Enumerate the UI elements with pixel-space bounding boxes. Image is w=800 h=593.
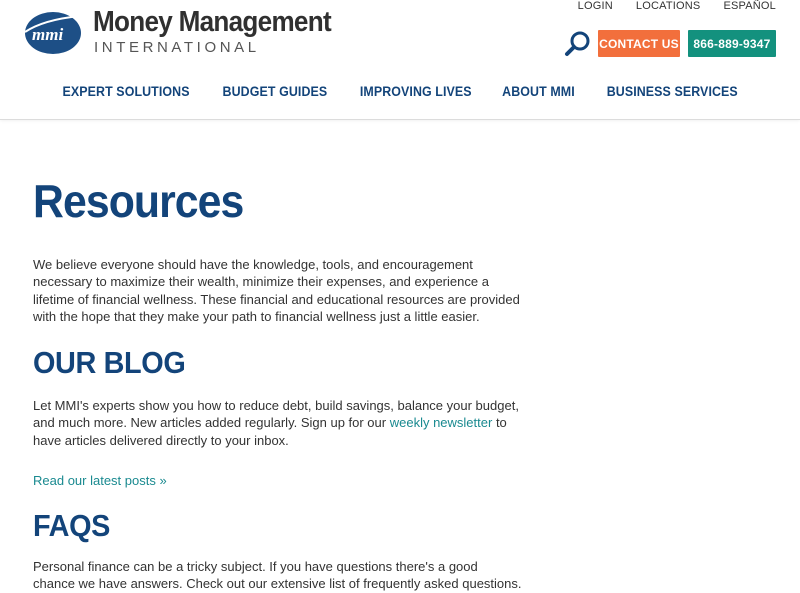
nav-expert-solutions[interactable]: EXPERT SOLUTIONS: [62, 84, 190, 99]
intro-paragraph: We believe everyone should have the knowledge, tools, and encouragement necessary to maximize their wealth, minimize their expenses, and experience a lifetime of financial wellness. These financial and educational resources are provided with the hope that they make your path to financial wellness just a little easier.: [33, 257, 520, 324]
logo-mark-text: mmi: [32, 25, 64, 44]
search-button[interactable]: [562, 30, 592, 58]
login-link[interactable]: LOGIN: [577, 0, 613, 12]
read-latest-posts-link[interactable]: Read our latest posts »: [33, 473, 167, 489]
utility-nav: [555, 0, 776, 12]
locations-link[interactable]: LOCATIONS: [635, 0, 701, 12]
mmi-logo-icon: [22, 10, 82, 55]
blog-text-after: to have articles delivered directly to your inbox.: [33, 415, 507, 448]
weekly-newsletter-link[interactable]: weekly newsletter: [389, 415, 493, 431]
nav-budget-guides[interactable]: BUDGET GUIDES: [222, 84, 327, 99]
nav-about-mmi[interactable]: ABOUT MMI: [502, 84, 575, 99]
blog-heading: OUR BLOG: [33, 345, 186, 381]
faqs-heading: FAQS: [33, 508, 111, 544]
blog-paragraph: [33, 397, 523, 449]
site-header: [0, 0, 800, 120]
espanol-link[interactable]: ESPAÑOL: [723, 0, 776, 12]
search-icon: [562, 30, 592, 58]
nav-business-services[interactable]: BUSINESS SERVICES: [606, 84, 738, 99]
page-title: Resources: [33, 175, 244, 227]
faqs-paragraph: Personal finance can be a tricky subject. If you have questions there's a good chance we have answers. Check out our extensive list of frequently asked questions.: [33, 559, 522, 592]
main-nav: [0, 84, 800, 99]
main-content: [33, 170, 523, 593]
blog-text-before: Let MMI's experts show you how to reduce debt, build savings, balance your budget, and much more. New articles added regularly. Sign up for our: [33, 398, 519, 431]
contact-us-button[interactable]: CONTACT US: [598, 30, 680, 57]
nav-improving-lives[interactable]: IMPROVING LIVES: [359, 84, 472, 99]
logo-subtitle: INTERNATIONAL: [94, 39, 260, 56]
site-logo[interactable]: [22, 8, 342, 58]
phone-button[interactable]: 866-889-9347: [688, 30, 776, 57]
logo-title: Money Management: [93, 6, 331, 38]
